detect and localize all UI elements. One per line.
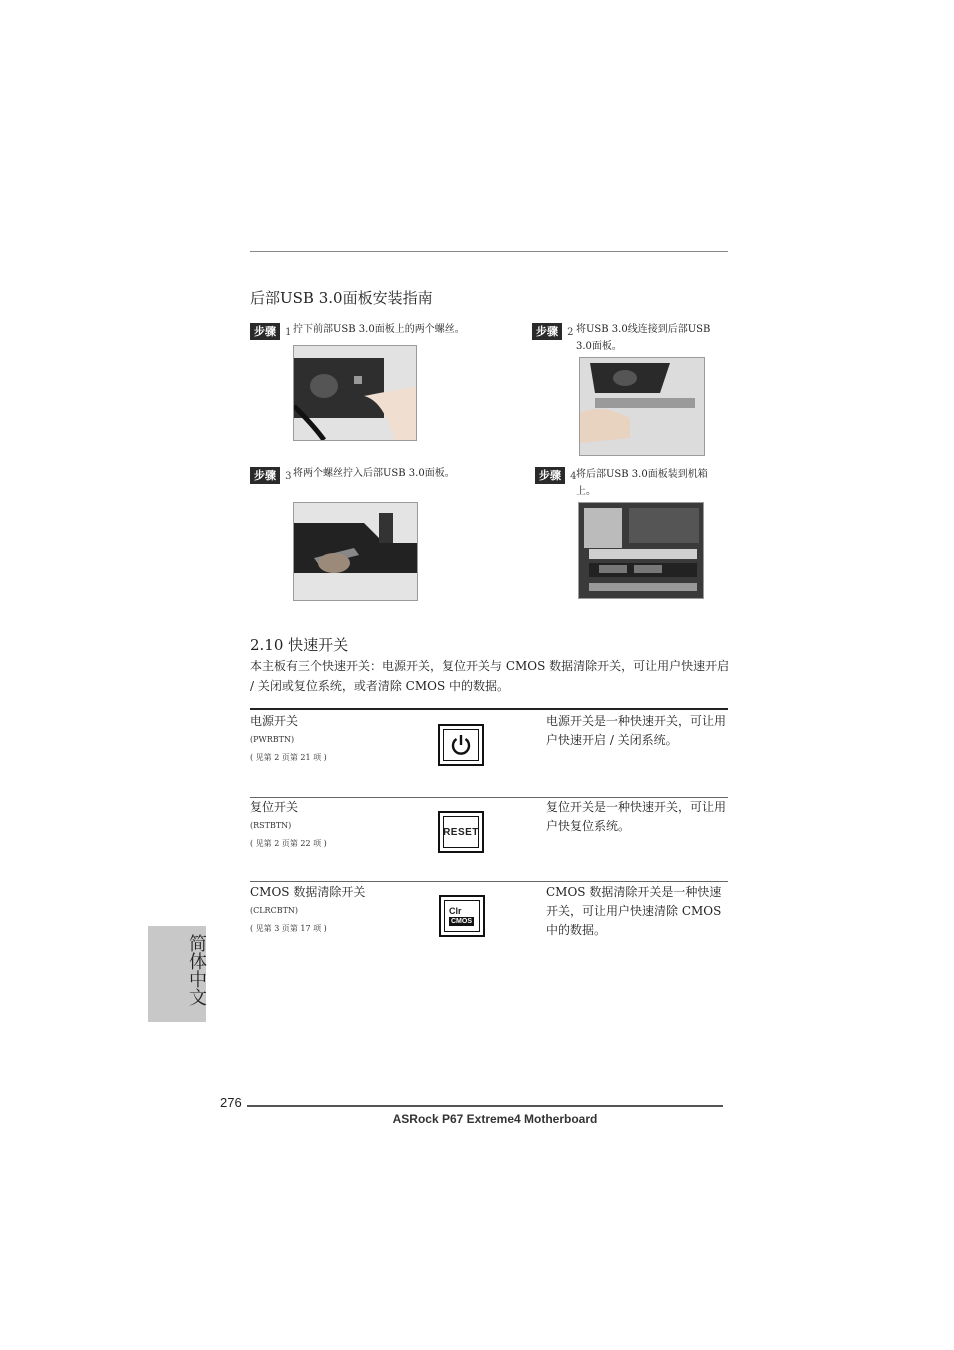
step-4-photo <box>578 502 704 599</box>
step-3-header <box>250 464 291 483</box>
table-top-rule <box>250 708 728 710</box>
footer-rule <box>247 1105 723 1107</box>
switch-name: CMOS 数据清除开关 <box>250 885 366 899</box>
clear-cmos-icon <box>444 900 480 932</box>
step-badge: 步骤 <box>535 467 565 484</box>
quick-switch-title: 2.10 快速开关 <box>250 636 349 654</box>
step-badge: 步骤 <box>250 467 280 484</box>
switch-description: 复位开关是一种快速开关，可让用户快复位系统。 <box>546 800 727 833</box>
step-number: 4 <box>570 471 577 482</box>
step-2-text: 将USB 3.0线连接到后部USB 3.0面板。 <box>576 324 711 352</box>
switch-name: 电源开关 <box>250 714 299 728</box>
footer-product-name: ASRock P67 Extreme4 Motherboard <box>392 1112 598 1126</box>
step-number: 3 <box>285 471 292 482</box>
power-switch-icon <box>438 724 484 766</box>
cmos-label: CMOS <box>451 918 472 925</box>
step-3-photo <box>293 502 418 601</box>
switch-description: CMOS 数据清除开关是一种快速开关，可让用户快速清除 CMOS 中的数据。 <box>546 885 722 937</box>
clr-label: Clr <box>449 906 462 916</box>
step-number: 1 <box>285 327 292 338</box>
switch-row-clear-cmos <box>250 883 365 934</box>
top-rule <box>250 251 728 252</box>
step-1-header <box>250 320 291 339</box>
switch-row-power <box>250 712 327 763</box>
switch-name: 复位开关 <box>250 800 299 814</box>
step-3-text: 将两个螺丝拧入后部USB 3.0面板。 <box>293 468 455 479</box>
step-2-photo <box>579 357 705 456</box>
quick-switch-intro: 本主板有三个快速开关：电源开关，复位开关与 CMOS 数据清除开关，可让用户快速开启 / 关闭或复位系统，或者清除 CMOS 中的数据。 <box>250 659 730 693</box>
step-2-header <box>532 320 573 339</box>
page-number: 276 <box>220 1095 242 1110</box>
reset-switch-icon <box>438 811 484 853</box>
step-1-text: 拧下前部USB 3.0面板上的两个螺丝。 <box>293 324 465 335</box>
step-badge: 步骤 <box>532 323 562 340</box>
language-side-tab-label: 简体中文 <box>186 934 207 1006</box>
language-side-tab <box>148 926 206 1022</box>
switch-reference: ( 见第 2 页第 21 项 ) <box>250 753 327 762</box>
step-4-header <box>535 464 576 483</box>
power-icon <box>448 732 474 758</box>
clear-cmos-switch-icon <box>439 895 485 937</box>
switch-code: (PWRBTN) <box>250 735 295 744</box>
switch-reference: ( 见第 3 页第 17 项 ) <box>250 924 327 933</box>
switch-row-reset <box>250 798 327 849</box>
row-rule <box>250 881 728 882</box>
switch-description: 电源开关是一种快速开关，可让用户快速开启 / 关闭系统。 <box>546 714 727 747</box>
step-number: 2 <box>567 327 574 338</box>
switch-code: (CLRCBTN) <box>250 906 299 915</box>
step-badge: 步骤 <box>250 323 280 340</box>
reset-icon: RESET <box>443 826 479 838</box>
step-1-photo <box>293 345 417 441</box>
switch-reference: ( 见第 2 页第 22 项 ) <box>250 839 327 848</box>
section-title: 后部USB 3.0面板安装指南 <box>250 289 433 307</box>
switch-code: (RSTBTN) <box>250 821 292 830</box>
step-4-text: 将后部USB 3.0面板装到机箱上。 <box>576 469 708 497</box>
